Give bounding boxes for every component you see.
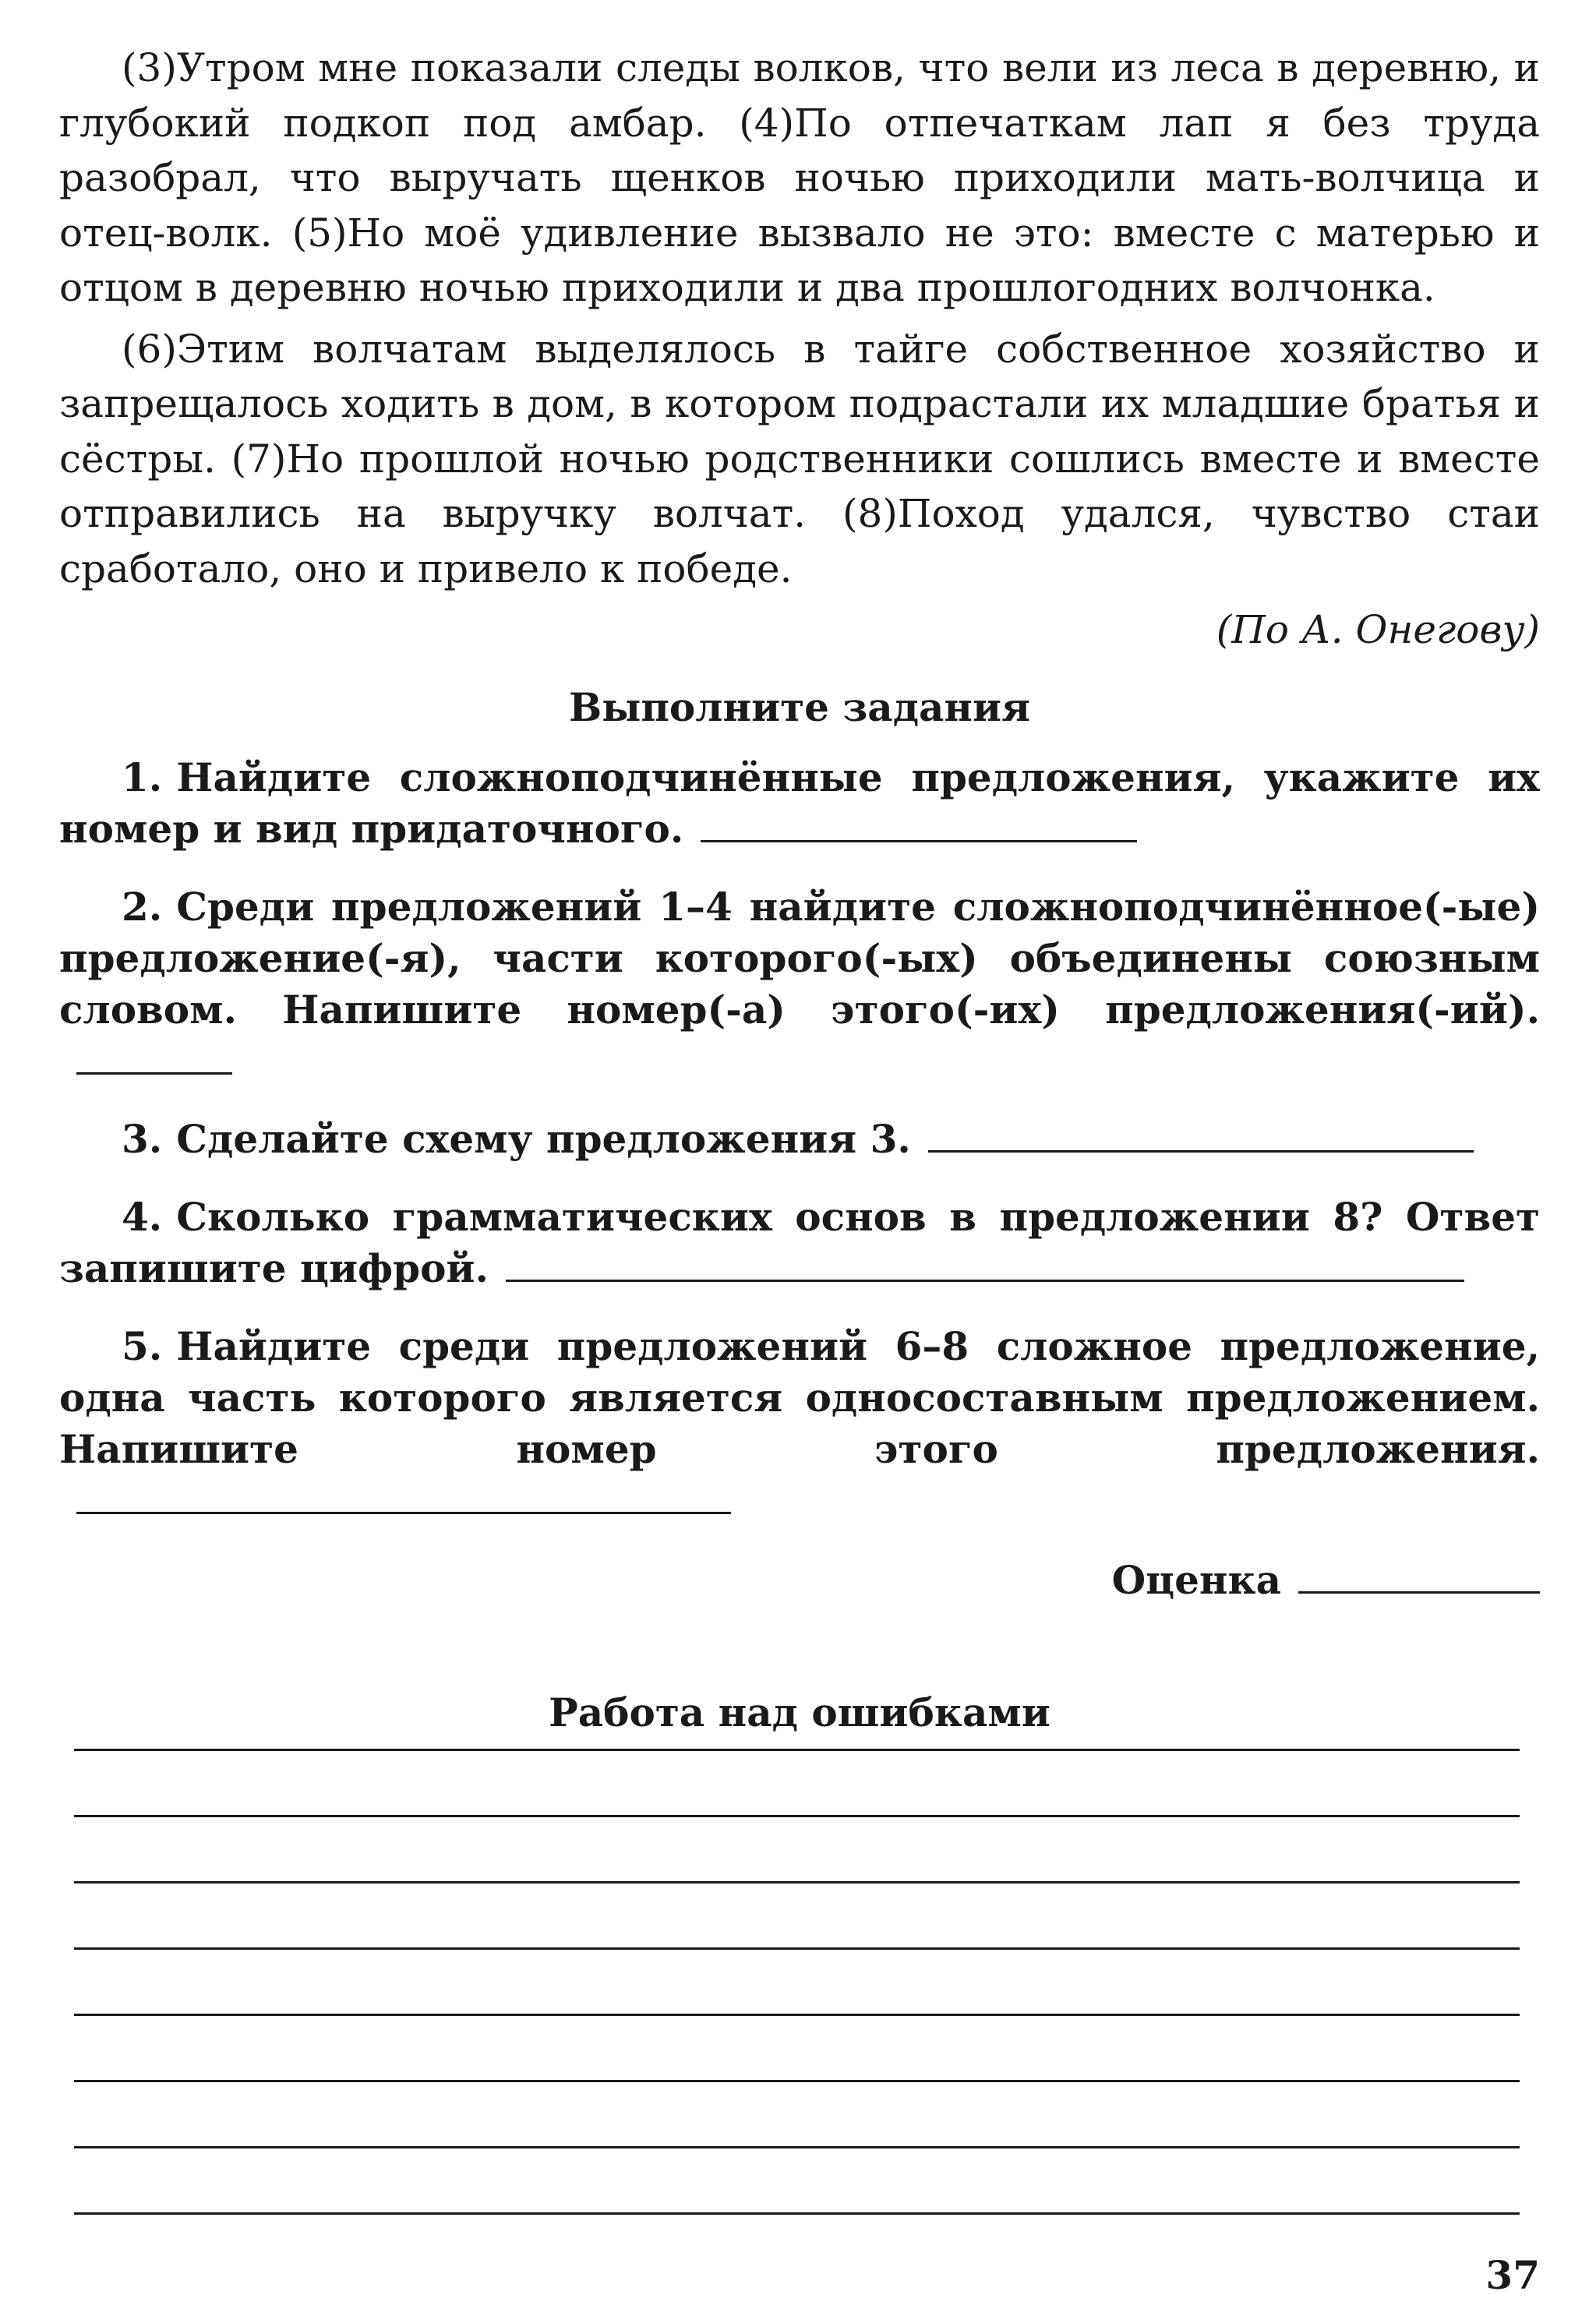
writing-line[interactable]	[74, 2014, 1520, 2016]
grade-blank[interactable]	[1298, 1555, 1540, 1594]
grade-row	[59, 1553, 1540, 1608]
grade-label: Оценка	[1111, 1557, 1281, 1603]
writing-line[interactable]	[74, 2080, 1520, 2082]
answer-blank[interactable]	[76, 1476, 731, 1514]
task-text: Найдите среди предложений 6–8 сложное предложение, одна часть которого является односоставным предложением. Напишите номер этого предложения.	[59, 1323, 1540, 1472]
task-number: 5.	[122, 1323, 163, 1369]
writing-line[interactable]	[74, 2146, 1520, 2148]
text-attribution: (По А. Онегову)	[1216, 607, 1540, 652]
workbook-page	[59, 41, 1540, 1740]
text-paragraph-2: (6)Этим волчатам выделялось в тайге собственное хозяйство и запрещалось ходить в дом, в котором подрастали их младшие братья и сёстры. (7)Но прошлой ночью родственники сошлись вместе и вместе отправились на выручку волчат. (8)Поход удался, чувство стаи сработало, оно и привело к победе.	[59, 326, 1540, 591]
task-1	[59, 752, 1540, 855]
writing-line[interactable]	[74, 1947, 1520, 1950]
writing-line[interactable]	[74, 1881, 1520, 1884]
answer-blank[interactable]	[701, 804, 1137, 842]
task-3	[59, 1114, 1540, 1165]
task-number: 3.	[122, 1116, 163, 1162]
answer-blank[interactable]	[928, 1114, 1474, 1153]
task-number: 1.	[122, 754, 163, 800]
task-number: 2.	[122, 884, 163, 930]
task-number: 4.	[122, 1194, 163, 1240]
task-text: Сколько грамматических основ в предложении 8? Ответ запишите цифрой.	[59, 1194, 1540, 1291]
errors-title: Работа над ошибками	[549, 1689, 1050, 1735]
task-text: Найдите сложноподчинённые предложения, укажите их номер и вид придаточного.	[59, 754, 1540, 852]
answer-blank[interactable]	[506, 1244, 1464, 1282]
tasks-title: Выполните задания	[568, 684, 1031, 730]
writing-line[interactable]	[74, 1749, 1520, 1751]
answer-blank[interactable]	[76, 1036, 232, 1075]
writing-line[interactable]	[74, 1815, 1520, 1817]
task-text: Среди предложений 1–4 найдите сложноподчинённое(-ые) предложение(-я), части которого(-ых) объединены союзным словом. Напишите номер(-а) этого(-их) предложения(-ий).	[59, 884, 1540, 1033]
task-text: Сделайте схему предложения 3.	[176, 1116, 911, 1162]
task-4	[59, 1192, 1540, 1294]
task-5	[59, 1321, 1540, 1527]
text-paragraph-1: (3)Утром мне показали следы волков, что вели из леса в деревню, и глубокий подкоп под амбар. (4)По отпечаткам лап я без труда разобрал, что выручать щенков ночью приходили мать-волчица и отец-волк. (5)Но моё удивление вызвало не это: вместе с матерью и отцом в деревню ночью приходили и два прошлогодних волчонка.	[59, 45, 1540, 310]
page-number: 37	[1485, 2252, 1540, 2298]
task-2	[59, 881, 1540, 1087]
writing-line[interactable]	[74, 2212, 1520, 2215]
